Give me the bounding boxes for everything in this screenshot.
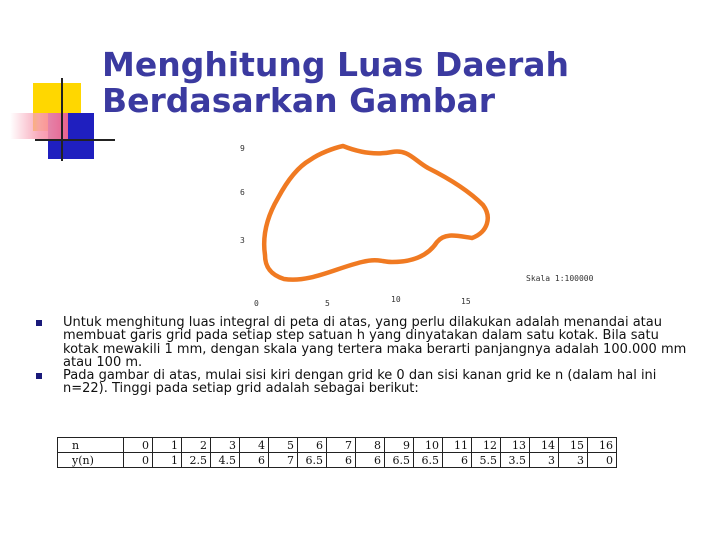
table-cell: 1	[153, 453, 182, 468]
table-cell: 3.5	[501, 453, 530, 468]
table-cell: 11	[443, 438, 472, 453]
region-outline	[264, 146, 487, 280]
table-cell: 8	[356, 438, 385, 453]
table-cell: 0	[124, 453, 153, 468]
table-cell: 6	[443, 453, 472, 468]
y-axis-label: 6	[240, 188, 245, 197]
table-cell: 2.5	[182, 453, 211, 468]
x-axis-label: 0	[254, 299, 259, 308]
bullet-item	[36, 316, 696, 369]
bullet-square-icon	[36, 320, 42, 326]
table-cell: 0	[124, 438, 153, 453]
table-cell: 16	[588, 438, 617, 453]
table-cell: 6.5	[414, 453, 443, 468]
table-row-n	[58, 438, 617, 453]
table-cell: 6	[298, 438, 327, 453]
table-row-y	[58, 453, 617, 468]
table-cell: 12	[472, 438, 501, 453]
table-cell: 3	[211, 438, 240, 453]
y-axis-label: 9	[240, 144, 245, 153]
table-cell: 1	[153, 438, 182, 453]
table-cell: 9	[385, 438, 414, 453]
bullet-text: Untuk menghitung luas integral di peta di atas, yang perlu dilakukan adalah menandai atau membuat garis grid pada setiap step satuan h yang dinyatakan dalam satu kotak. Bila satu kotak mewakili 1 mm, dengan skala yang tertera maka berarti panjangnya adalah 100.000 mm atau 100 m.	[63, 315, 687, 370]
table-cell: 3	[530, 453, 559, 468]
bullet-list	[36, 316, 696, 396]
x-axis-label: 15	[461, 297, 471, 306]
slide-title-line-2: Berdasarkan Gambar	[102, 81, 495, 120]
y-axis-label: 3	[240, 236, 245, 245]
bullet-item	[36, 369, 696, 396]
bullet-text: Pada gambar di atas, mulai sisi kiri dengan grid ke 0 dan sisi kanan grid ke n (dalam hal ini n=22). Tinggi pada setiap grid adalah sebagai berikut:	[63, 368, 657, 397]
table-cell: 4	[240, 438, 269, 453]
table-cell: 15	[559, 438, 588, 453]
x-axis-label: 5	[325, 299, 330, 308]
table-cell: 7	[269, 453, 298, 468]
height-table	[57, 437, 617, 468]
x-axis-label: 10	[391, 295, 401, 304]
table-cell: 6	[327, 453, 356, 468]
table-cell: 4.5	[211, 453, 240, 468]
table-cell: 5.5	[472, 453, 501, 468]
table-cell: 0	[588, 453, 617, 468]
table-cell: 10	[414, 438, 443, 453]
bullet-square-icon	[36, 373, 42, 379]
table-cell: 5	[269, 438, 298, 453]
table-cell: 6	[356, 453, 385, 468]
table-header-cell: y(n)	[58, 453, 124, 468]
table-cell: 2	[182, 438, 211, 453]
table-cell: 6.5	[385, 453, 414, 468]
table-cell: 3	[559, 453, 588, 468]
table-cell: 6	[240, 453, 269, 468]
table-cell: 6.5	[298, 453, 327, 468]
scale-label: Skala 1:100000	[526, 274, 594, 283]
table-header-cell: n	[58, 438, 124, 453]
slide-title-line-1: Menghitung Luas Daerah	[102, 45, 570, 84]
table-cell: 13	[501, 438, 530, 453]
table-cell: 7	[327, 438, 356, 453]
table-cell: 14	[530, 438, 559, 453]
